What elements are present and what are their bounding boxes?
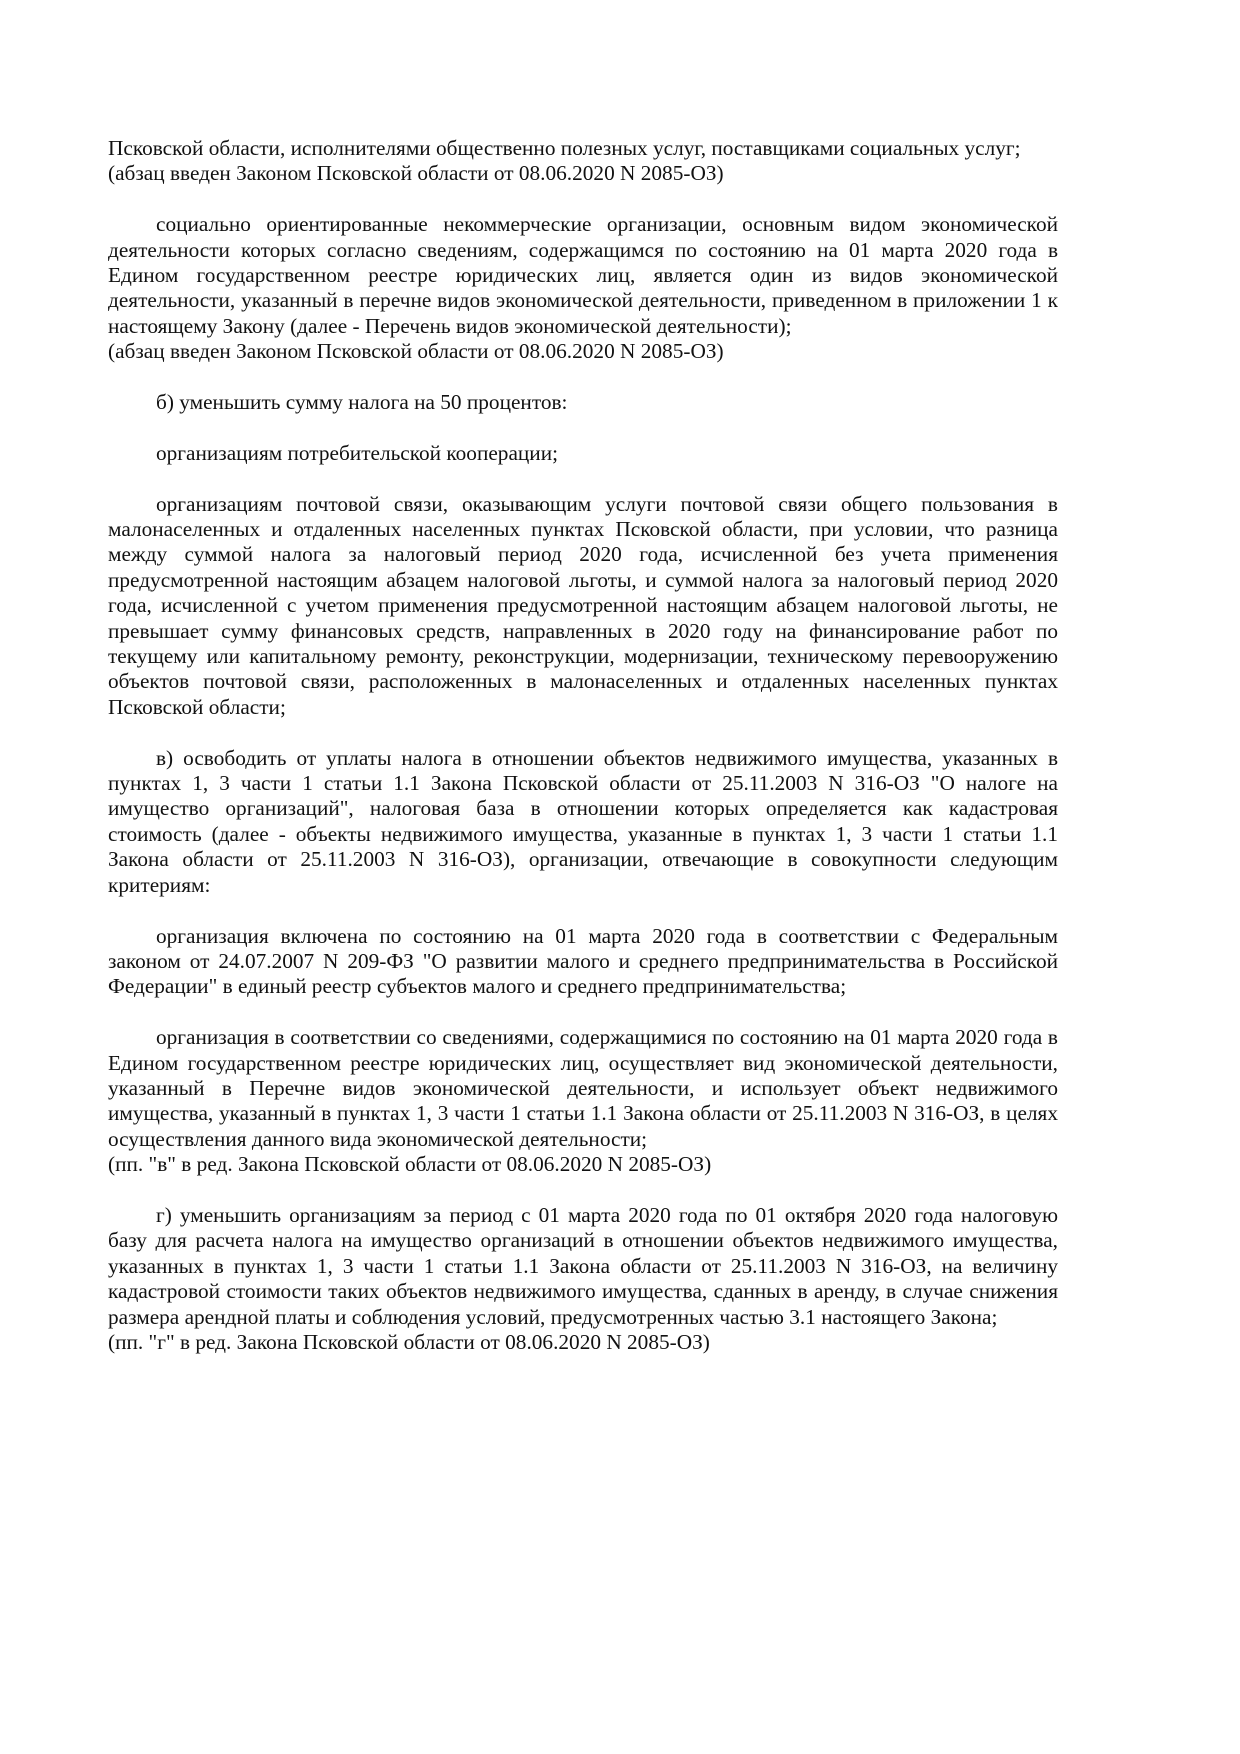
paragraph-gap: [108, 898, 1058, 923]
subpoint-v: в) освободить от уплаты налога в отношении объектов недвижимого имущества, указанных в пунктах 1, 3 части 1 статьи 1.1 Закона Псковской области от 25.11.2003 N 316-ОЗ "О налоге на имущество организаций", налоговая база в отношении которых определяется как кадастровая стоимость (далее - объекты недвижимого имущества, указанные в пунктах 1, 3 части 1 статьи 1.1 Закона области от 25.11.2003 N 316-ОЗ), организации, отвечающие в совокупности следующим критериям:: [108, 745, 1058, 897]
paragraph-nko: социально ориентированные некоммерческие организации, основным видом экономической деятельности которых согласно сведениям, содержащимся по состоянию на 01 марта 2020 года в Едином государственном реестре юридических лиц, является один из видов экономической деятельности, указанный в перечне видов экономической деятельности, приведенном в приложении 1 к настоящему Закону (далее - Перечень видов экономической деятельности);: [108, 212, 1058, 338]
amendment-note: (пп. "в" в ред. Закона Псковской области от 08.06.2020 N 2085-ОЗ): [108, 1152, 712, 1177]
amendment-note: (пп. "г" в ред. Закона Псковской области от 08.06.2020 N 2085-ОЗ): [108, 1329, 710, 1354]
subpoint-g: г) уменьшить организациям за период с 01 марта 2020 года по 01 октября 2020 года налоговую базу для расчета налога на имущество организаций в отношении объектов недвижимого имущества, указанных в пунктах 1, 3 части 1 статьи 1.1 Закона области от 25.11.2003 N 316-ОЗ, на величину кадастровой стоимости таких объектов недвижимого имущества, сданных в аренду, в случае снижения размера арендной платы и соблюдения условий, предусмотренных частью 3.1 настоящего Закона;: [108, 1202, 1058, 1329]
amendment-note: (абзац введен Законом Псковской области от 08.06.2020 N 2085-ОЗ): [108, 161, 724, 186]
paragraph-gap: [108, 720, 1058, 745]
criterion-economic-activity: организация в соответствии со сведениями, содержащимися по состоянию на 01 марта 2020 года в Едином государственном реестре юридических лиц, осуществляет вид экономической деятельности, указанный в Перечне видов экономической деятельности, и использует объект недвижимого имущества, указанный в пунктах 1, 3 части 1 статьи 1.1 Закона области от 25.11.2003 N 316-ОЗ, в целях осуществления данного вида экономической деятельности;: [108, 1025, 1058, 1151]
paragraph-gap: [108, 187, 1058, 212]
paragraph-gap: [108, 466, 1058, 491]
paragraph-continuation: Псковской области, исполнителями общественно полезных услуг, поставщиками социальных услуг;: [108, 136, 1021, 160]
amendment-note: (абзац введен Законом Псковской области от 08.06.2020 N 2085-ОЗ): [108, 339, 724, 364]
subpoint-b-heading: б) уменьшить сумму налога на 50 процентов:: [156, 390, 568, 415]
paragraph-gap: [108, 365, 1058, 390]
paragraph-gap: [108, 415, 1058, 440]
criterion-sme-registry: организация включена по состоянию на 01 марта 2020 года в соответствии с Федеральным законом от 24.07.2007 N 209-ФЗ "О развитии малого и среднего предпринимательства в Российской Федерации" в единый реестр субъектов малого и среднего предпринимательства;: [108, 923, 1058, 999]
paragraph-consumer-coop: организациям потребительской кооперации;: [156, 440, 559, 465]
paragraph-postal: организациям почтовой связи, оказывающим услуги почтовой связи общего пользования в малонаселенных и отдаленных населенных пунктах Псковской области, при условии, что разница между суммой налога за налоговый период 2020 года, исчисленной без учета применения предусмотренной настоящим абзацем налоговой льготы, и суммой налога за налоговый период 2020 года, исчисленной с учетом применения предусмотренной настоящим абзацем налоговой льготы, не превышает сумму финансовых средств, направленных в 2020 году на финансирование работ по текущему или капитальному ремонту, реконструкции, модернизации, техническому перевооружению объектов почтовой связи, расположенных в малонаселенных и отдаленных населенных пунктах Псковской области;: [108, 491, 1058, 719]
paragraph-gap: [108, 1178, 1058, 1203]
document-page: [108, 136, 1058, 1355]
paragraph-gap: [108, 1000, 1058, 1025]
